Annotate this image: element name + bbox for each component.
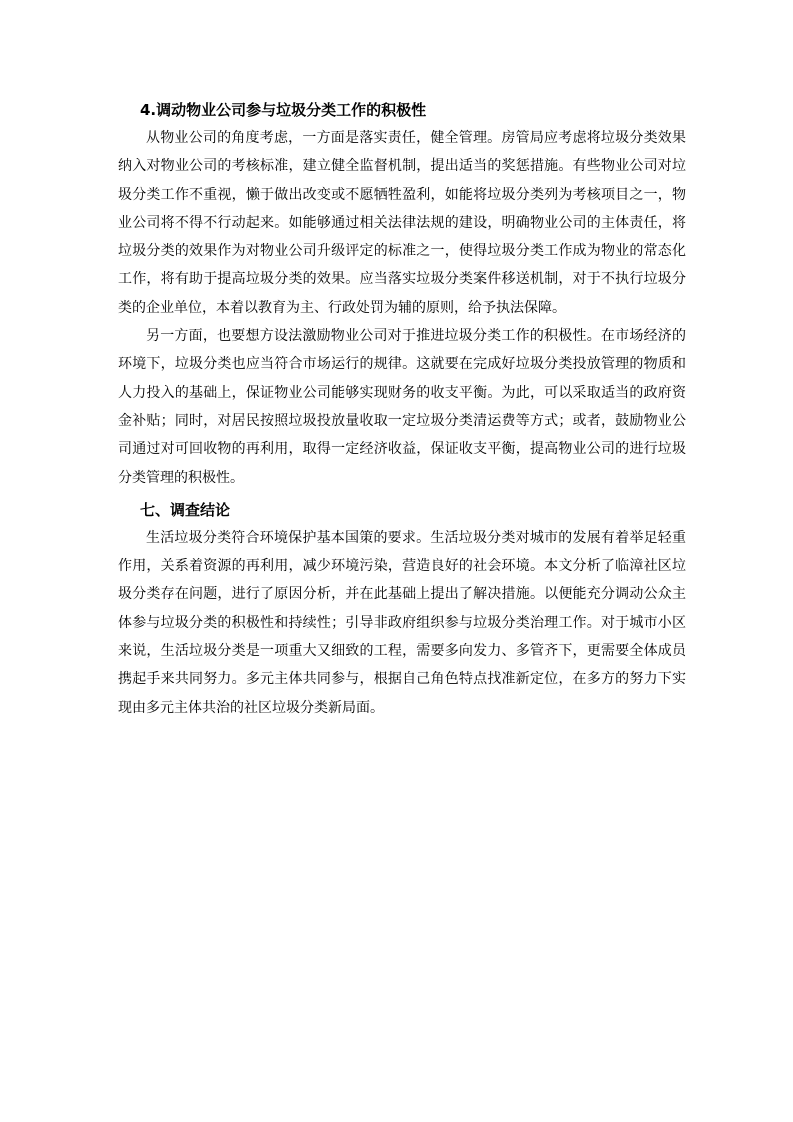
document-body — [118, 96, 686, 722]
paragraph-conclusion: 生活垃圾分类符合环境保护基本国策的要求。生活垃圾分类对城市的发展有着举足轻重作用，关系着资源的再利用，减少环境污染，营造良好的社会环境。本文分析了临漳社区垃圾分类存在问题，进行了原因分析，并在此基础上提出了解决措施。以便能充分调动公众主体参与垃圾分类的积极性和持续性；引导非政府组织参与垃圾分类治理工作。对于城市小区来说，生活垃圾分类是一项重大又细致的工程，需要多向发力、多管齐下，更需要全体成员携起手来共同努力。多元主体共同参与，根据自己角色特点找准新定位，在多方的努力下实现由多元主体共治的社区垃圾分类新局面。 — [118, 529, 686, 716]
section-heading-conclusion: 七、调查结论 — [140, 500, 231, 519]
paragraph-property-responsibility: 从物业公司的角度考虑，一方面是落实责任，健全管理。房管局应考虑将垃圾分类效果纳入对物业公司的考核标准，建立健全监督机制，提出适当的奖惩措施。有些物业公司对垃圾分类工作不重视，懒于做出改变或不愿牺牲盈利，如能将垃圾分类列为考核项目之一，物业公司将不得不行动起来。如能够通过相关法律法规的建设，明确物业公司的主体责任，将垃圾分类的效果作为对物业公司升级评定的标准之一，使得垃圾分类工作成为物业的常态化工作，将有助于提高垃圾分类的效果。应当落实垃圾分类案件移送机制，对于不执行垃圾分类的企业单位，本着以教育为主、行政处罚为辅的原则，给予执法保障。 — [118, 130, 686, 316]
paragraph-property-incentive: 另一方面，也要想方设法激励物业公司对于推进垃圾分类工作的积极性。在市场经济的环境下，垃圾分类也应当符合市场运行的规律。这就要在完成好垃圾分类投放管理的物质和人力投入的基础上，保证物业公司能够实现财务的收支平衡。为此，可以采取适当的政府资金补贴；同时，对居民按照垃圾投放量收取一定垃圾分类清运费等方式；或者，鼓励物业公司通过对可回收物的再利用，取得一定经济收益，保证收支平衡，提高物业公司的进行垃圾分类管理的积极性。 — [118, 328, 686, 486]
section-heading-4: 4.调动物业公司参与垃圾分类工作的积极性 — [140, 101, 427, 119]
